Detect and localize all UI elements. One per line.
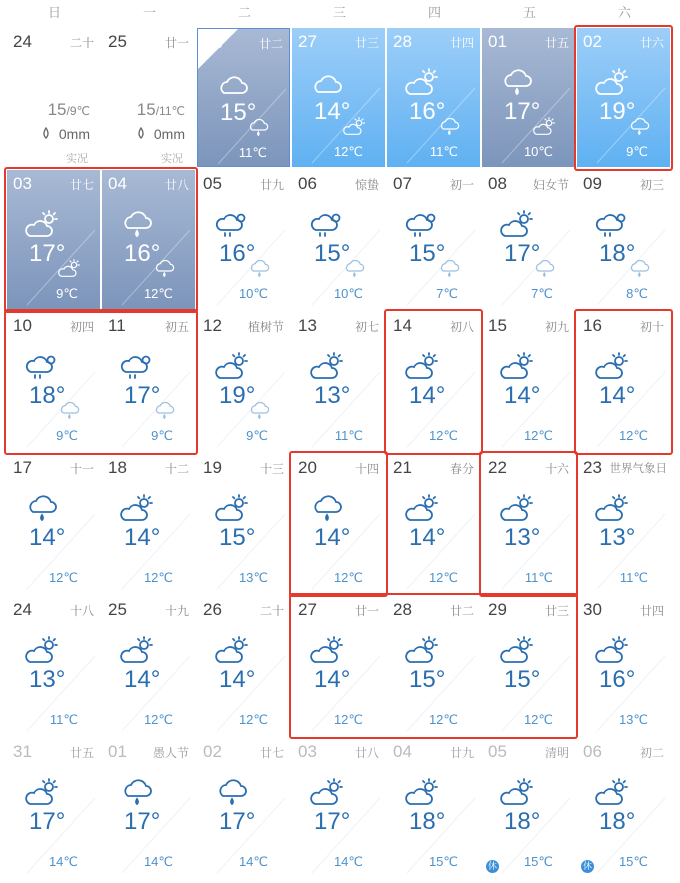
lunar-date: 初二 — [639, 746, 664, 760]
low-temperature: 12℃ — [428, 712, 458, 727]
weekday-label: 五 — [522, 5, 536, 20]
lunar-date: 世界气象日 — [609, 463, 667, 475]
day-number: 06 — [298, 174, 317, 193]
low-temperature: 13℃ — [238, 570, 268, 585]
holiday-badge: 休 — [487, 861, 497, 871]
weekday-label: 二 — [237, 5, 251, 20]
history-temp-low: /11℃ — [155, 104, 185, 118]
high-temperature: 14° — [409, 524, 446, 551]
partly-cloudy-icon — [25, 778, 61, 808]
day-cell[interactable] — [197, 170, 290, 309]
night-weather-icon — [438, 116, 462, 138]
lunar-date: 廿四 — [639, 604, 664, 618]
low-temperature: 15℃ — [618, 854, 648, 869]
day-cell[interactable] — [482, 170, 575, 309]
weekday-label: 四 — [427, 5, 441, 20]
low-temperature: 12℃ — [428, 428, 458, 443]
night-weather-icon — [247, 117, 271, 139]
day-number: 05 — [203, 174, 222, 193]
day-number: 04 — [108, 174, 127, 193]
weekday-label: 日 — [47, 5, 61, 20]
low-temperature: 12℃ — [618, 428, 648, 443]
lunar-date: 十四 — [354, 462, 379, 476]
high-temperature: 19° — [219, 382, 256, 409]
low-temperature: 7℃ — [436, 286, 458, 301]
partly-cloudy-icon — [405, 68, 441, 98]
partly-cloudy-icon — [310, 352, 346, 382]
day-number: 15 — [488, 316, 507, 335]
high-temperature: 17° — [29, 240, 66, 267]
lunar-date: 廿八 — [354, 746, 379, 760]
highlight-box — [4, 309, 198, 455]
day-number: 25 — [108, 32, 127, 51]
lunar-date: 初八 — [449, 320, 474, 334]
day-cell[interactable] — [387, 28, 480, 167]
high-temperature: 13° — [314, 382, 351, 409]
lunar-date: 初一 — [449, 178, 474, 192]
low-temperature: 10℃ — [523, 144, 553, 159]
day-number: 18 — [108, 458, 127, 477]
low-temperature: 11℃ — [238, 145, 267, 160]
lunar-date: 初三 — [639, 178, 664, 192]
lunar-date: 惊蛰 — [354, 178, 379, 192]
day-number: 29 — [488, 600, 507, 619]
low-temperature: 9℃ — [56, 286, 78, 301]
low-temperature: 12℃ — [333, 144, 363, 159]
high-temperature: 16° — [409, 98, 446, 125]
high-temperature: 14° — [124, 524, 161, 551]
day-number: 04 — [393, 742, 412, 761]
rain-drop-icon — [41, 127, 51, 139]
day-number: 30 — [583, 600, 602, 619]
day-number: 25 — [108, 600, 127, 619]
highlight-box — [289, 451, 388, 597]
lunar-date: 廿二 — [449, 604, 474, 618]
low-temperature: 14℃ — [143, 854, 173, 869]
high-temperature: 15° — [219, 524, 256, 551]
day-cell[interactable] — [7, 454, 100, 593]
partly-cloudy-icon — [215, 494, 251, 524]
day-number: 06 — [583, 742, 602, 761]
lunar-date: 廿九 — [449, 746, 474, 760]
day-cell[interactable] — [577, 170, 670, 309]
lunar-date: 十九 — [164, 604, 189, 618]
low-temperature: 12℃ — [238, 712, 268, 727]
day-number: 16 — [583, 316, 602, 335]
day-cell[interactable] — [577, 454, 670, 593]
partly-cloudy-icon — [120, 494, 156, 524]
night-weather-icon — [438, 258, 462, 280]
day-number: 26 — [204, 33, 223, 52]
lunar-date: 廿七 — [69, 178, 94, 192]
lunar-date: 初四 — [69, 320, 94, 334]
rain-cloud-icon — [25, 494, 61, 524]
partly-cloudy-icon — [405, 494, 441, 524]
lunar-date: 清明 — [544, 746, 569, 760]
partly-cloudy-icon — [595, 778, 631, 808]
high-temperature: 18° — [599, 240, 636, 267]
high-temperature: 18° — [29, 382, 66, 409]
low-temperature: 9℃ — [151, 428, 173, 443]
day-cell[interactable] — [7, 28, 100, 167]
day-cell[interactable] — [292, 738, 385, 877]
sun-rain-cloud-icon — [310, 210, 346, 240]
high-temperature: 16° — [124, 240, 161, 267]
day-number: 23 — [583, 458, 602, 477]
high-temperature: 17° — [314, 808, 351, 835]
day-cell[interactable] — [577, 596, 670, 735]
lunar-date: 十八 — [69, 604, 94, 618]
high-temperature: 15° — [504, 666, 541, 693]
partly-cloudy-icon — [595, 494, 631, 524]
lunar-date: 二十 — [69, 36, 94, 50]
lunar-date: 十一 — [69, 462, 94, 476]
day-cell[interactable] — [577, 738, 670, 877]
highlight-box — [4, 167, 198, 313]
holiday-badge: 休 — [582, 861, 592, 871]
weekday-label: 一 — [142, 5, 156, 20]
partly-cloudy-icon — [500, 352, 536, 382]
high-temperature: 14° — [314, 524, 351, 551]
lunar-date: 二十 — [259, 604, 284, 618]
day-number: 14 — [393, 316, 412, 335]
day-number: 21 — [393, 458, 412, 477]
day-number: 17 — [13, 458, 32, 477]
high-temperature: 14° — [409, 382, 446, 409]
high-temperature: 17° — [504, 240, 541, 267]
night-weather-icon — [533, 116, 557, 138]
day-number: 03 — [13, 174, 32, 193]
low-temperature: 12℃ — [333, 570, 363, 585]
day-number: 31 — [13, 742, 32, 761]
day-number: 26 — [203, 600, 222, 619]
low-temperature: 15℃ — [523, 854, 553, 869]
history-rainfall — [41, 126, 90, 142]
partly-cloudy-icon — [595, 636, 631, 666]
day-number: 28 — [393, 600, 412, 619]
lunar-date: 廿四 — [449, 36, 474, 50]
day-number: 08 — [488, 174, 507, 193]
sun-rain-cloud-icon — [215, 210, 251, 240]
lunar-date: 廿三 — [354, 36, 379, 50]
high-temperature: 15° — [220, 99, 257, 126]
rain-cloud-icon — [215, 778, 251, 808]
weekday-header — [0, 0, 680, 24]
high-temperature: 14° — [599, 382, 636, 409]
history-temp-low: /9℃ — [66, 104, 90, 118]
cloud-icon — [310, 68, 346, 98]
day-cell[interactable] — [102, 596, 195, 735]
observed-tag: 实况 — [66, 153, 88, 165]
low-temperature: 14℃ — [238, 854, 268, 869]
day-number: 27 — [298, 600, 317, 619]
high-temperature: 17° — [124, 382, 161, 409]
day-cell[interactable] — [197, 738, 290, 877]
day-cell[interactable] — [7, 596, 100, 735]
day-number: 22 — [488, 458, 507, 477]
lunar-date: 廿一 — [354, 604, 379, 618]
high-temperature: 18° — [504, 808, 541, 835]
lunar-date: 初十 — [639, 320, 664, 334]
sun-rain-cloud-icon — [595, 210, 631, 240]
day-number: 02 — [203, 742, 222, 761]
lunar-date: 愚人节 — [152, 746, 189, 760]
weekday-label: 六 — [617, 5, 631, 20]
history-temp-high: 15 — [47, 100, 67, 119]
day-cell[interactable] — [197, 312, 290, 451]
day-number: 28 — [393, 32, 412, 51]
partly-cloudy-icon — [25, 636, 61, 666]
high-temperature: 15° — [314, 240, 351, 267]
day-cell[interactable] — [482, 738, 575, 877]
observed-tag: 实况 — [161, 153, 183, 165]
day-number: 01 — [108, 742, 127, 761]
lunar-date: 初九 — [544, 320, 569, 334]
low-temperature: 10℃ — [333, 286, 363, 301]
partly-cloudy-icon — [500, 778, 536, 808]
night-weather-icon — [343, 258, 367, 280]
lunar-date: 廿二 — [258, 37, 283, 51]
day-cell[interactable] — [387, 170, 480, 309]
history-rainfall — [136, 126, 185, 142]
partly-cloudy-icon — [310, 778, 346, 808]
weekday-label: 三 — [332, 5, 346, 20]
lunar-date: 廿七 — [259, 746, 284, 760]
day-number: 10 — [13, 316, 32, 335]
lunar-date: 初五 — [164, 320, 189, 334]
low-temperature: 8℃ — [626, 286, 648, 301]
low-temperature: 13℃ — [618, 712, 648, 727]
high-temperature: 19° — [599, 98, 636, 125]
high-temperature: 18° — [599, 808, 636, 835]
high-temperature: 16° — [219, 240, 256, 267]
day-number: 02 — [583, 32, 602, 51]
low-temperature: 14℃ — [48, 854, 78, 869]
history-temp-high: 15 — [136, 100, 156, 119]
day-number: 24 — [13, 600, 32, 619]
night-weather-icon — [248, 258, 272, 280]
day-cell[interactable] — [292, 170, 385, 309]
day-cell[interactable] — [482, 28, 575, 167]
highlight-box — [289, 593, 578, 739]
lunar-date: 廿五 — [544, 36, 569, 50]
day-number: 20 — [298, 458, 317, 477]
day-number: 11 — [108, 316, 126, 335]
day-number: 03 — [298, 742, 317, 761]
day-number: 01 — [488, 32, 507, 51]
low-temperature: 12℃ — [523, 712, 553, 727]
day-number: 19 — [203, 458, 222, 477]
low-temperature: 11℃ — [429, 144, 458, 159]
day-cell[interactable] — [197, 28, 290, 167]
lunar-date: 廿八 — [164, 178, 189, 192]
highlight-box — [384, 309, 483, 455]
low-temperature: 11℃ — [49, 712, 78, 727]
high-temperature: 17° — [219, 808, 256, 835]
day-number: 13 — [298, 316, 317, 335]
low-temperature: 11℃ — [334, 428, 363, 443]
lunar-date: 廿五 — [69, 746, 94, 760]
partly-cloudy-icon — [120, 636, 156, 666]
highlight-box — [574, 309, 673, 455]
high-temperature: 15° — [409, 240, 446, 267]
night-weather-icon — [533, 258, 557, 280]
low-temperature: 12℃ — [143, 712, 173, 727]
high-temperature: 15° — [409, 666, 446, 693]
high-temperature: 17° — [29, 808, 66, 835]
partly-cloudy-icon — [215, 352, 251, 382]
day-cell[interactable] — [387, 738, 480, 877]
day-cell[interactable] — [102, 454, 195, 593]
rain-cloud-icon — [500, 68, 536, 98]
low-temperature: 11℃ — [619, 570, 648, 585]
low-temperature: 12℃ — [428, 570, 458, 585]
highlight-box — [574, 25, 673, 171]
high-temperature: 17° — [124, 808, 161, 835]
high-temperature: 14° — [219, 666, 256, 693]
lunar-date: 廿九 — [259, 178, 284, 192]
low-temperature: 9℃ — [56, 428, 78, 443]
day-number: 05 — [488, 742, 507, 761]
high-temperature: 14° — [29, 524, 66, 551]
day-cell[interactable] — [292, 28, 385, 167]
low-temperature: 10℃ — [238, 286, 268, 301]
lunar-date: 廿六 — [639, 36, 664, 50]
partly-cloudy-icon — [215, 636, 251, 666]
lunar-date: 廿三 — [544, 604, 569, 618]
low-temperature: 15℃ — [428, 854, 458, 869]
high-temperature: 17° — [504, 98, 541, 125]
sun-rain-cloud-icon — [405, 210, 441, 240]
day-cell[interactable] — [292, 312, 385, 451]
high-temperature: 16° — [599, 666, 636, 693]
lunar-date: 十二 — [164, 462, 189, 476]
low-temperature: 12℃ — [333, 712, 363, 727]
low-temperature: 12℃ — [48, 570, 78, 585]
day-cell[interactable] — [197, 454, 290, 593]
history-rain-value: 0mm — [153, 126, 185, 142]
lunar-date: 十三 — [259, 462, 284, 476]
lunar-date: 植树节 — [247, 320, 284, 334]
partly-cloudy-icon — [405, 778, 441, 808]
low-temperature: 12℃ — [143, 570, 173, 585]
high-temperature: 14° — [124, 666, 161, 693]
high-temperature: 14° — [314, 666, 351, 693]
history-temp — [48, 100, 90, 120]
rain-cloud-icon — [120, 778, 156, 808]
high-temperature: 14° — [504, 382, 541, 409]
day-cell[interactable] — [197, 596, 290, 735]
day-cell[interactable] — [102, 28, 195, 167]
high-temperature: 13° — [29, 666, 66, 693]
rain-drop-icon — [136, 127, 146, 139]
highlight-box — [479, 451, 578, 597]
low-temperature: 9℃ — [626, 144, 648, 159]
day-number: 09 — [583, 174, 602, 193]
weather-calendar-grid — [0, 28, 680, 878]
low-temperature: 12℃ — [523, 428, 553, 443]
lunar-date: 妇女节 — [532, 178, 569, 192]
day-number: 07 — [393, 174, 412, 193]
high-temperature: 18° — [409, 808, 446, 835]
day-cell[interactable] — [7, 738, 100, 877]
lunar-date: 十六 — [544, 462, 569, 476]
day-cell[interactable] — [387, 454, 480, 593]
low-temperature: 14℃ — [333, 854, 363, 869]
day-number: 27 — [298, 32, 317, 51]
low-temperature: 7℃ — [531, 286, 553, 301]
high-temperature: 14° — [314, 98, 351, 125]
day-cell[interactable] — [482, 312, 575, 451]
lunar-date: 春分 — [449, 462, 474, 476]
day-number: 24 — [13, 32, 32, 51]
low-temperature: 11℃ — [524, 570, 553, 585]
low-temperature: 12℃ — [143, 286, 173, 301]
history-temp — [137, 100, 185, 120]
high-temperature: 13° — [504, 524, 541, 551]
night-weather-icon — [248, 400, 272, 422]
night-weather-icon — [343, 116, 367, 138]
low-temperature: 9℃ — [246, 428, 268, 443]
day-number: 12 — [203, 316, 222, 335]
lunar-date: 初七 — [354, 320, 379, 334]
lunar-date: 廿一 — [164, 36, 189, 50]
partly-cloudy-icon — [500, 210, 536, 240]
night-weather-icon — [628, 258, 652, 280]
day-cell[interactable] — [102, 738, 195, 877]
cloud-icon — [216, 69, 252, 99]
high-temperature: 13° — [599, 524, 636, 551]
history-rain-value: 0mm — [58, 126, 90, 142]
